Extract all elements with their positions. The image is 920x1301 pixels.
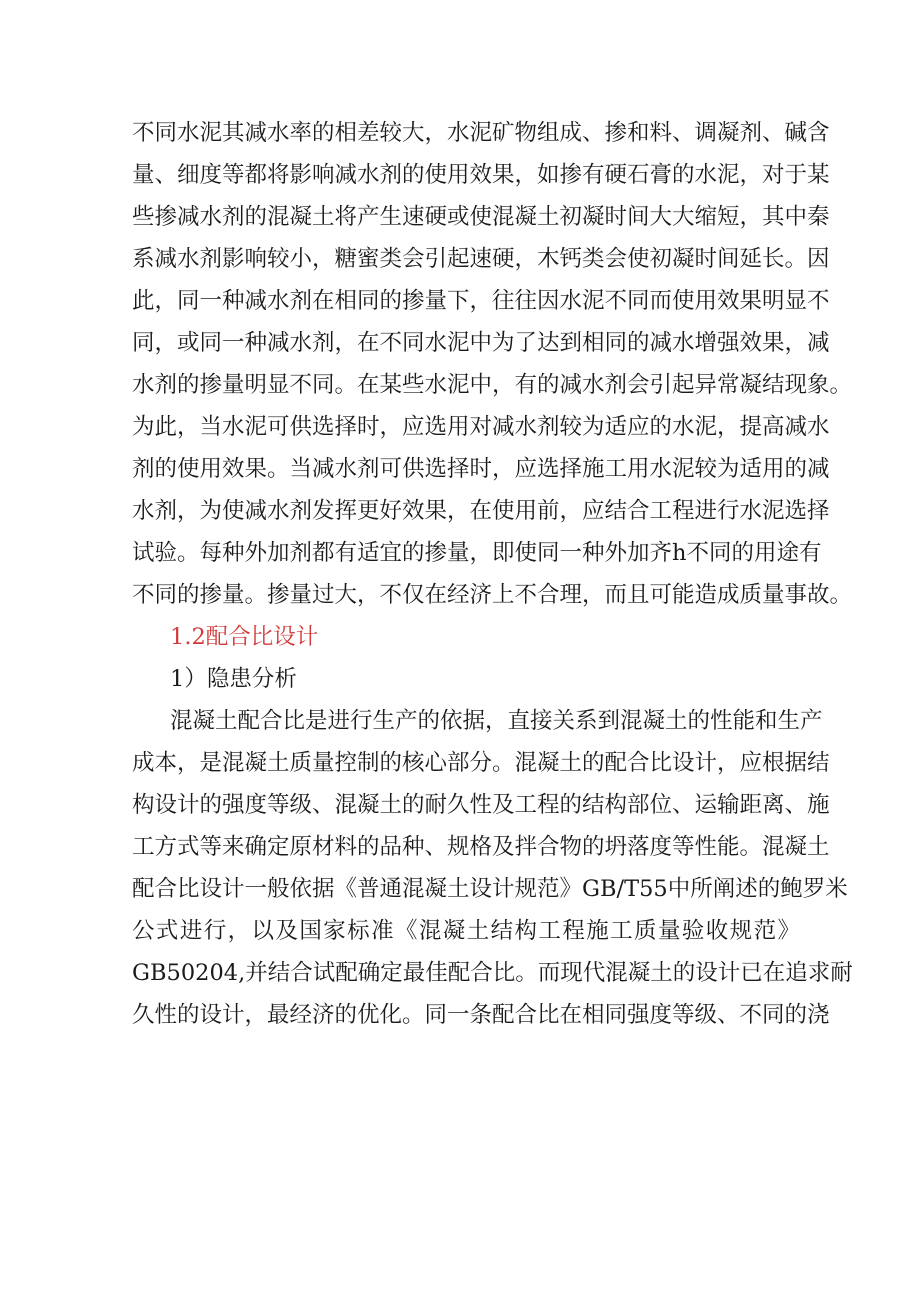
paragraph-line: 水剂，为使减水剂发挥更好效果，在使用前，应结合工程进行水泥选择 — [132, 498, 830, 524]
paragraph-line: 水剂的掺量明显不同。在某些水泥中，有的减水剂会引起异常凝结现象。 — [132, 372, 853, 398]
paragraph-line: 工方式等来确定原材料的品种、规格及拌合物的坍落度等性能。混凝土 — [132, 834, 830, 860]
paragraph-line: 此，同一种减水剂在相同的掺量下，往往因水泥不同而使用效果明显不 — [132, 288, 830, 314]
paragraph-line: 同，或同一种减水剂，在不同水泥中为了达到相同的减水增强效果，减 — [132, 330, 830, 356]
paragraph-line: 混凝土配合比是进行生产的依据，直接关系到混凝土的性能和生产 — [170, 708, 823, 734]
paragraph-line: 久性的设计，最经济的优化。同一条配合比在相同强度等级、不同的浇 — [132, 1002, 830, 1028]
paragraph-line: 公式进行，以及国家标准《混凝土结构工程施工质量验收规范》 — [132, 918, 800, 944]
section-heading: 1.2配合比设计 — [170, 624, 319, 650]
paragraph-line: GB50204,并结合试配确定最佳配合比。而现代混凝土的设计已在追求耐 — [132, 960, 853, 986]
paragraph-line: 量、细度等都将影响减水剂的使用效果，如掺有硬石膏的水泥，对于某 — [132, 162, 830, 188]
paragraph-line: 为此，当水泥可供选择时，应选用对减水剂较为适应的水泥，提高减水 — [132, 414, 830, 440]
paragraph-line: 成本，是混凝土质量控制的核心部分。混凝土的配合比设计，应根据结 — [132, 750, 830, 776]
paragraph-line: 不同的掺量。掺量过大，不仅在经济上不合理，而且可能造成质量事故。 — [132, 582, 853, 608]
paragraph-line: 构设计的强度等级、混凝土的耐久性及工程的结构部位、运输距离、施 — [132, 792, 830, 818]
paragraph-line: 系减水剂影响较小，糖蜜类会引起速硬，木钙类会使初凝时间延长。因 — [132, 246, 830, 272]
paragraph-line: 配合比设计一般依据《普通混凝土设计规范》GB/T55中所阐述的鲍罗米 — [132, 876, 848, 902]
paragraph-line: 剂的使用效果。当减水剂可供选择时，应选择施工用水泥较为适用的减 — [132, 456, 830, 482]
paragraph-line: 些掺减水剂的混凝土将产生速硬或使混凝土初凝时间大大缩短，其中秦 — [132, 204, 830, 230]
sub-heading: 1）隐患分析 — [170, 666, 297, 692]
paragraph-line: 不同水泥其减水率的相差较大，水泥矿物组成、掺和料、调凝剂、碱含 — [132, 120, 830, 146]
paragraph-line: 试验。每种外加剂都有适宜的掺量，即使同一种外加齐h不同的用途有 — [132, 540, 822, 566]
